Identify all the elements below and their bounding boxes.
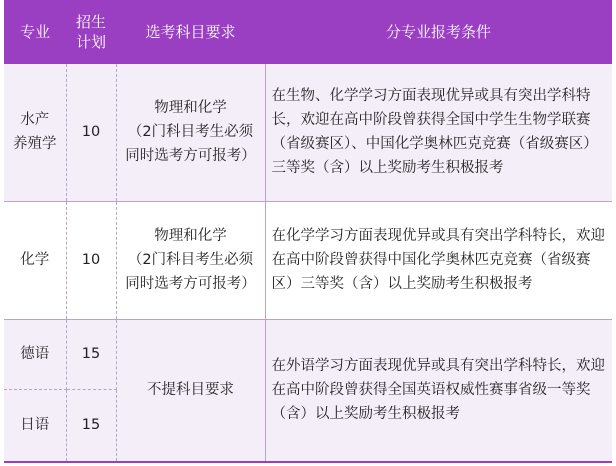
major-cell: 化学	[4, 201, 66, 319]
header-conditions: 分专业报考条件	[265, 0, 612, 64]
subjects-cell: 物理和化学 （2门科目考生必须 同时选考方可报考）	[116, 64, 265, 201]
table-row	[4, 201, 612, 319]
header-row	[4, 0, 612, 64]
conditions-cell: 在化学学习方面表现优异或具有突出学科特长，欢迎在高中阶段曾获得中国化学奥林匹克竞赛（省级赛区）三等奖（含）以上奖励考生积极报考	[265, 201, 612, 319]
table-row	[4, 319, 612, 389]
header-subjects: 选考科目要求	[116, 0, 265, 64]
admission-table	[4, 0, 612, 463]
quota-cell: 15	[66, 389, 116, 462]
major-cell: 德语	[4, 319, 66, 389]
header-major: 专业	[4, 0, 66, 64]
table-row	[4, 64, 612, 201]
subjects-cell: 物理和化学 （2门科目考生必须 同时选考方可报考）	[116, 201, 265, 319]
major-cell: 日语	[4, 389, 66, 462]
conditions-cell: 在外语学习方面表现优异或具有突出学科特长，欢迎在高中阶段曾获得全国英语权威性赛事省级一等奖（含）以上奖励考生积极报考	[265, 319, 612, 462]
conditions-cell: 在生物、化学学习方面表现优异或具有突出学科特长，欢迎在高中阶段曾获得全国中学生生物学联赛（省级赛区）、中国化学奥林匹克竞赛（省级赛区）三等奖（含）以上奖励考生积极报考	[265, 64, 612, 201]
quota-cell: 10	[66, 64, 116, 201]
major-cell: 水产 养殖学	[4, 64, 66, 201]
subjects-cell: 不提科目要求	[116, 319, 265, 462]
quota-cell: 10	[66, 201, 116, 319]
header-quota: 招生 计划	[66, 0, 116, 64]
quota-cell: 15	[66, 319, 116, 389]
